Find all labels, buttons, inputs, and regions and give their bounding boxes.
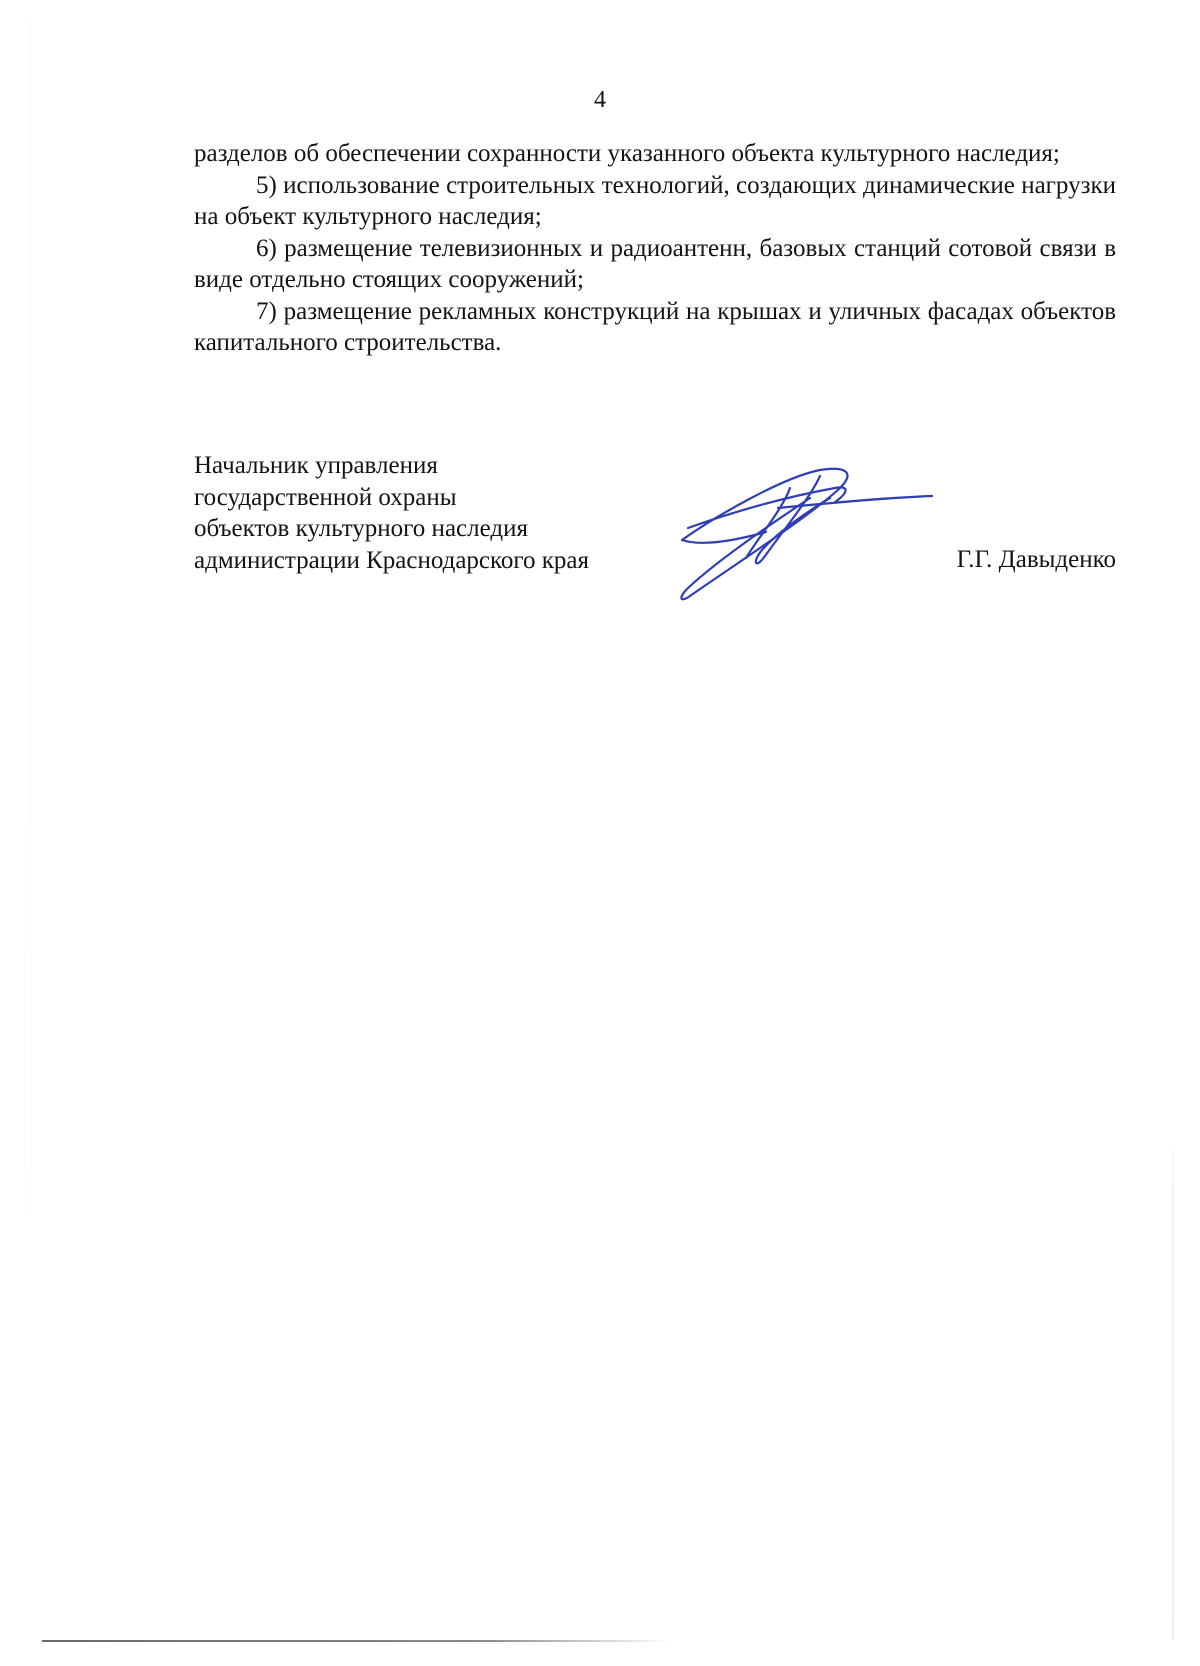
- scan-edge-shadow: [30, 20, 31, 1220]
- list-item-6: 6) размещение телевизионных и радиоантенн, базовых станций сотовой связи в виде отдельно стоящих сооружений;: [194, 234, 1116, 293]
- document-body: [194, 138, 1116, 359]
- paragraph-continuation: разделов об обеспечении сохранности указанного объекта культурного наследия;: [194, 140, 1060, 167]
- signer-title-line: объектов культурного наследия: [194, 515, 528, 542]
- signer-title-line: администрации Краснодарского края: [194, 546, 590, 574]
- page-number: 4: [594, 87, 606, 113]
- signer-name: Г.Г. Давыденко: [956, 546, 1116, 573]
- signer-title-block: [194, 450, 734, 576]
- scan-bottom-line: [42, 1640, 672, 1642]
- handwritten-signature-icon: [670, 458, 940, 608]
- signer-title-line: Начальник управления: [194, 452, 438, 479]
- list-item-7: 7) размещение рекламных конструкций на крышах и уличных фасадах объектов капитального строительства.: [194, 297, 1116, 356]
- scan-edge-shadow: [1172, 1150, 1174, 1640]
- list-item-5: 5) использование строительных технологий, создающих динамические нагрузки на объект культурного наследия;: [194, 171, 1116, 230]
- signer-title-line: государственной охраны: [194, 483, 457, 511]
